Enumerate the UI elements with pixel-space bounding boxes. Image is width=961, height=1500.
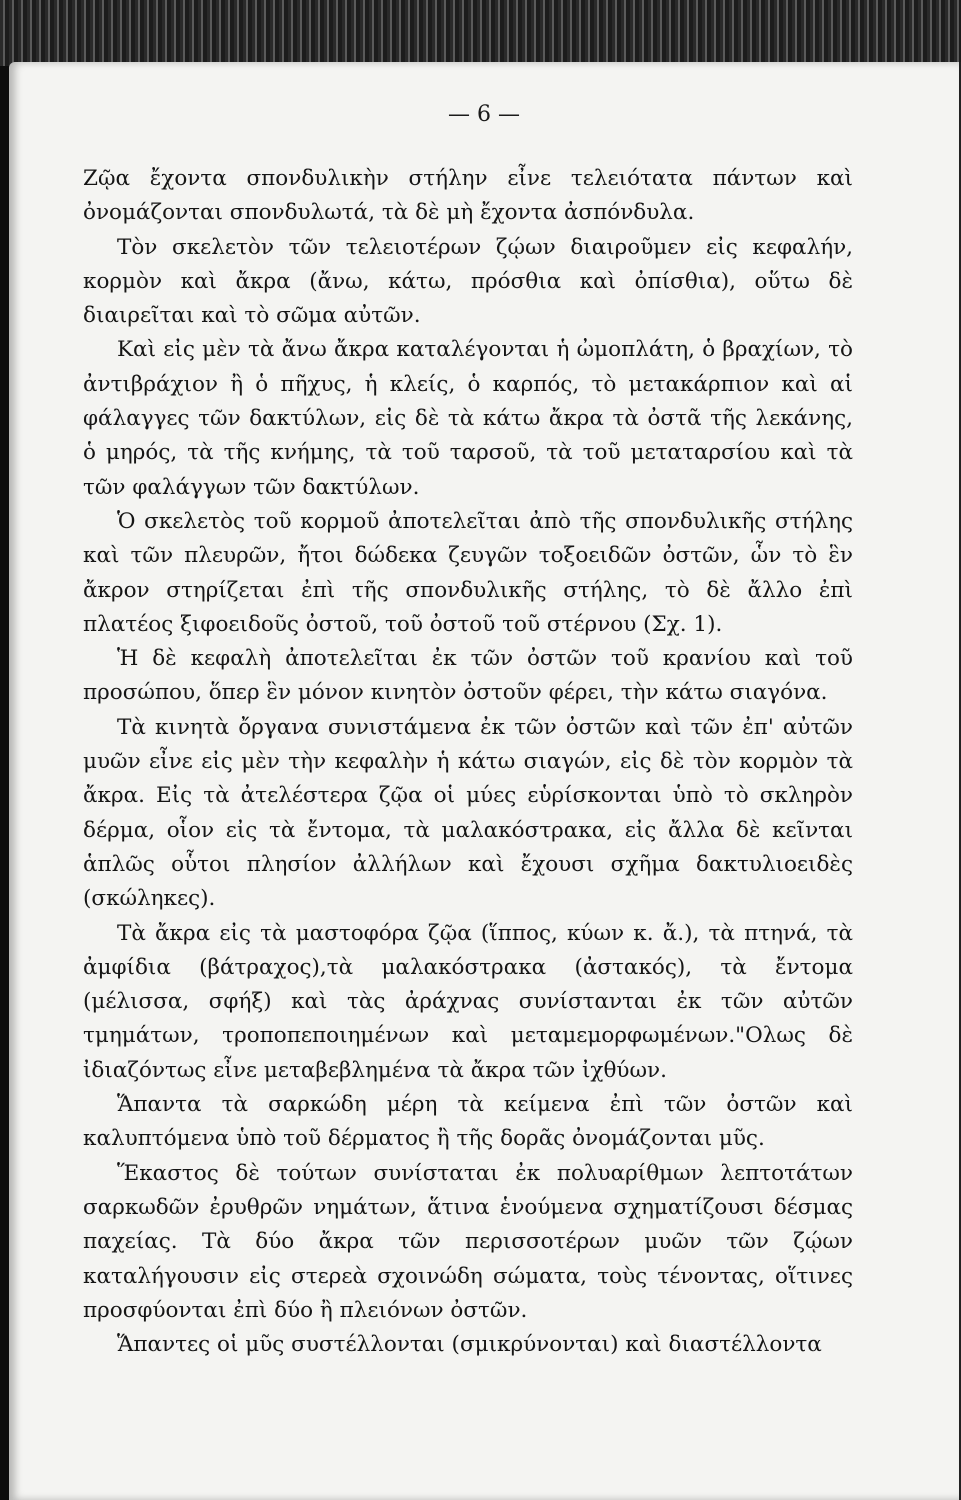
paragraph-2: Τὸν σκελετὸν τῶν τελειοτέρων ζῴων διαιροῦμεν εἰς κεφαλήν, κορμὸν καὶ ἄκρα (ἄνω, κάτω, πρόσθια καὶ ὀπίσθια), οὕτω δὲ διαιρεῖται καὶ τὸ σῶμα αὐτῶν. <box>83 234 853 329</box>
paragraph-1: Ζῷα ἔχοντα σπονδυλικὴν στήλην εἶνε τελειότατα πάντων καὶ ὀνομάζονται σπονδυλωτά, τὰ δὲ μὴ ἔχοντα ἀσπόνδυλα. <box>83 166 853 226</box>
page-number: — 6 — <box>448 102 520 127</box>
paragraph-6: Τὰ κινητὰ ὄργανα συνιστάμενα ἐκ τῶν ὀστῶν καὶ τῶν ἐπ' αὐτῶν μυῶν εἶνε εἰς μὲν τὴν κεφαλὴν ἡ κάτω σιαγών, εἰς δὲ τὸν κορμὸν τὰ ἄκρα. Εἰς τὰ ἀτελέστερα ζῷα οἱ μύες εὑρίσκονται ὑπὸ τὸ σκληρὸν δέρμα, οἷον εἰς τὰ ἔντομα, τὰ μαλακόστρακα, εἰς ἄλλα δὲ κεῖνται ἁπλῶς οὗτοι πλησίον ἀλλήλων καὶ ἔχουσι σχῆμα δακτυλιοειδὲς (σκώληκες). <box>83 714 853 912</box>
paragraph-5: Ἡ δὲ κεφαλὴ ἀποτελεῖται ἐκ τῶν ὀστῶν τοῦ κρανίου καὶ τοῦ προσώπου, ὅπερ ἓν μόνον κινητὸν ὀστοῦν φέρει, τὴν κάτω σιαγόνα. <box>83 646 853 706</box>
page-body-text <box>83 162 853 1362</box>
paragraph-7: Τὰ ἄκρα εἰς τὰ μαστοφόρα ζῷα (ἵππος, κύων κ. ἄ.), τὰ πτηνά, τὰ ἀμφίδια (βάτραχος),τὰ μαλακόστρακα (ἀστακός), τὰ ἔντομα (μέλισσα, σφήξ) καὶ τὰς ἀράχνας συνίστανται ἐκ τῶν αὐτῶν τμημάτων, τροποπεποιημένων καὶ μεταμεμορφωμένων."Ολως δὲ ἰδιαζόντως εἶνε μεταβεβλημένα τὰ ἄκρα τῶν ἰχθύων. <box>83 920 853 1083</box>
book-page <box>9 62 959 1500</box>
paragraph-10: Ἅπαντες οἱ μῦς συστέλλονται (σμικρύνονται) καὶ διαστέλλοντα <box>117 1332 822 1358</box>
paragraph-3: Καὶ εἰς μὲν τὰ ἄνω ἄκρα καταλέγονται ἡ ὠμοπλάτη, ὁ βραχίων, τὸ ἀντιβράχιον ἢ ὁ πῆχυς, ἡ κλείς, ὁ καρπός, τὸ μετακάρπιον καὶ αἱ φάλαγγες τῶν δακτύλων, εἰς δὲ τὰ κάτω ἄκρα τὰ ὀστᾶ τῆς λεκάνης, ὁ μηρός, τὰ τῆς κνήμης, τὰ τοῦ ταρσοῦ, τὰ τοῦ μεταταρσίου καὶ τὰ τῶν φαλάγγων τῶν δακτύλων. <box>83 337 853 500</box>
paragraph-8: Ἅπαντα τὰ σαρκώδη μέρη τὰ κείμενα ἐπὶ τῶν ὀστῶν καὶ καλυπτόμενα ὑπὸ τοῦ δέρματος ἢ τῆς δορᾶς ὀνομάζονται μῦς. <box>83 1092 853 1152</box>
paragraph-9: Ἕκαστος δὲ τούτων συνίσταται ἐκ πολυαρίθμων λεπτοτάτων σαρκωδῶν ἐρυθρῶν νημάτων, ἅτινα ἑνούμενα σχηματίζουσι δέσμας παχείας. Τὰ δύο ἄκρα τῶν περισσοτέρων μυῶν τῶν ζῴων καταλήγουσιν εἰς στερεὰ σχοινώδη σώματα, τοὺς τένοντας, οἵτινες προσφύονται ἐπὶ δύο ἢ πλειόνων ὀστῶν. <box>83 1160 853 1323</box>
book-binding-edge <box>0 0 961 66</box>
paragraph-4: Ὁ σκελετὸς τοῦ κορμοῦ ἀποτελεῖται ἀπὸ τῆς σπονδυλικῆς στήλης καὶ τῶν πλευρῶν, ἤτοι δώδεκα ζευγῶν τοξοειδῶν ὀστῶν, ὧν τὸ ἓν ἄκρον στηρίζεται ἐπὶ τῆς σπονδυλικῆς στήλης, τὸ δὲ ἄλλο ἐπὶ πλατέος ξιφοειδοῦς ὀστοῦ, τοῦ ὀστοῦ τοῦ στέρνου (Σχ. 1). <box>83 508 853 637</box>
